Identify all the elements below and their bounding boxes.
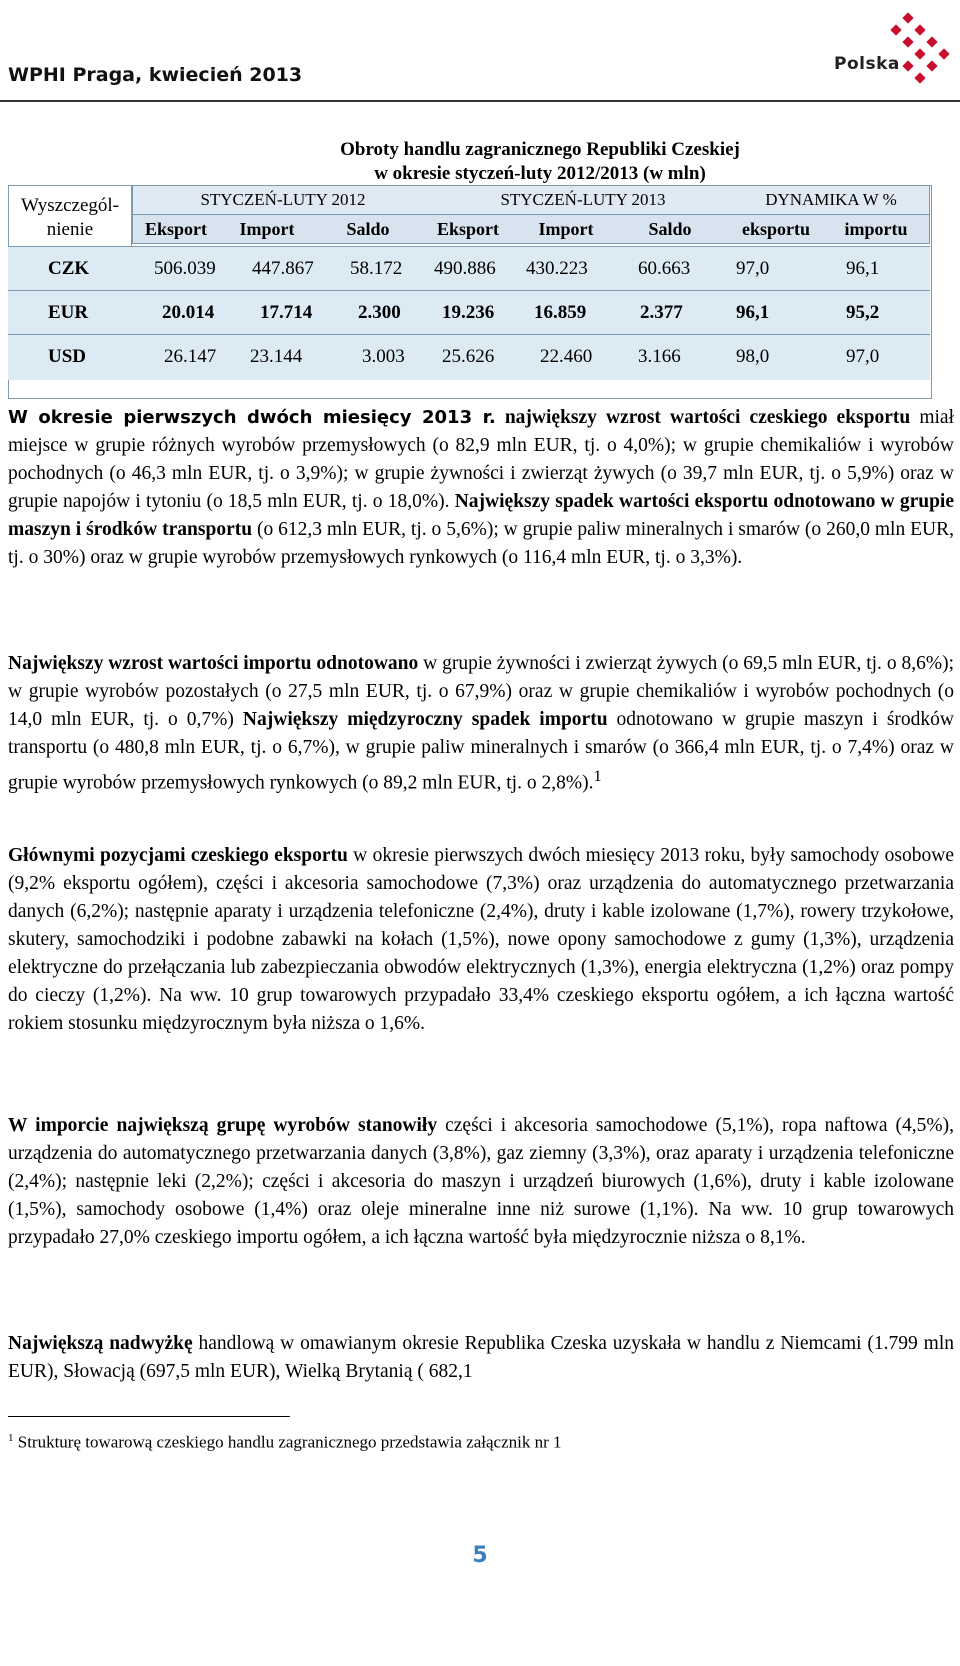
paragraph-import-growth	[8, 650, 954, 798]
table-cell: 3.166	[638, 346, 681, 367]
col-eksport-2012: Eksport	[144, 219, 207, 239]
p2-highlight: Największy wzrost wartości importu odnotowano	[8, 653, 419, 674]
p5-highlight: Największą nadwyżkę	[8, 1333, 193, 1354]
col-eksportu: eksportu	[741, 219, 810, 239]
table-title-line2: w okresie styczeń-luty 2012/2013 (w mln)	[374, 163, 706, 184]
table-cell: 60.663	[638, 258, 691, 279]
group-header-2012: STYCZEŃ-LUTY 2012	[200, 190, 366, 209]
table-row	[8, 246, 930, 292]
footnote	[8, 1432, 562, 1453]
table-cell: 26.147	[164, 346, 217, 367]
footnote-divider	[8, 1416, 290, 1417]
col-saldo-2012: Saldo	[346, 219, 390, 239]
table-title	[150, 138, 930, 186]
footnote-text: Strukturę towarową czeskiego handlu zagranicznego przedstawia załącznik nr 1	[13, 1432, 562, 1452]
p4-text: części i akcesoria samochodowe (5,1%), ropa naftowa (4,5%), urządzenia do automatycznego przetwarzania danych (3,8%), gaz ziemny (3,3%), oraz aparaty i urządzenia telefoniczne (2,4%); następnie leki (2,2%); części i akcesoria do maszyn i urządzeń biurowych (1,6%), druty i kable izolowane (1,5%), samochody osobowe (1,4%) oraz oleje mineralne inne niż surowe (1,1%). Na ww. 10 grup towarowych przypadało 27,0% czeskiego importu ogółem, a ich łączna wartość była międzyrocznie niższa o 8,1%.	[8, 1115, 954, 1248]
group-header-row	[132, 185, 930, 215]
table-cell: 23.144	[250, 346, 303, 367]
p1-text: miał miejsce w grupie różnych wyrobów przemysłowych (o 82,9 mln EUR, tj. o 4,0%); w grupie chemikaliów i wyrobów pochodnych (o 46,3 mln EUR, tj. o 3,9%); w grupie żywności i zwierząt żywych (o 39,7 mln EUR, tj. o 5,9%) oraz w grupie napojów i tytoniu (o 18,5 mln EUR, tj. o 18,0%).	[8, 407, 954, 512]
currency-cell: USD	[48, 346, 87, 367]
label-line1: Wyszczegól-	[20, 195, 120, 216]
p3-highlight: Głównymi pozycjami czeskiego eksportu	[8, 845, 348, 866]
table-cell: 96,1	[846, 258, 880, 279]
currency-cell: EUR	[48, 302, 89, 323]
table-cell: 506.039	[154, 258, 216, 279]
table-cell: 95,2	[846, 302, 880, 323]
table-cell: 490.886	[434, 258, 496, 279]
group-header-2013: STYCZEŃ-LUTY 2013	[500, 190, 666, 209]
page-header	[0, 0, 960, 104]
table-cell: 98,0	[736, 346, 770, 367]
p2-text2: odnotowano w grupie maszyn i środków transportu (o 480,8 mln EUR, tj. o 6,7%), w grupie paliw mineralnych i smarów (o 366,4 mln EUR, tj. o 7,4%) oraz w grupie wyrobów przemysłowych rynkowych (o 89,2 mln EUR, tj. o 2,8%).	[8, 709, 954, 794]
col-import-2013: Import	[538, 219, 594, 239]
table-cell: 2.377	[640, 302, 683, 323]
table-title-line1: Obroty handlu zagranicznego Republiki Czeskiej	[340, 139, 740, 160]
logo-text: Polska	[834, 54, 900, 74]
table-cell: 430.223	[526, 258, 588, 279]
p1-highlight2: Największy spadek wartości eksportu odnotowano w grupie maszyn i środków transportu	[8, 491, 954, 540]
table-cell: 97,0	[736, 258, 770, 279]
header-title: WPHI Praga, kwiecień 2013	[8, 64, 303, 86]
p1-lead: W okresie pierwszych dwóch miesięcy 2013 r.	[8, 407, 496, 428]
p2-text: w grupie żywności i zwierząt żywych (o 69,5 mln EUR, tj. o 8,6%); w grupie wyrobów pozostałych (o 27,5 mln EUR, tj. o 67,9%) oraz w grupie chemikaliów i wyrobów pochodnych (o 14,0 mln EUR, tj. o 0,7%)	[8, 653, 954, 730]
table-cell: 3.003	[362, 346, 405, 367]
page-number: 5	[472, 1543, 488, 1568]
group-header-dynamics: DYNAMIKA W %	[765, 190, 897, 209]
col-importu: importu	[844, 219, 908, 239]
footnote-number: 1	[8, 1432, 14, 1444]
table-row	[8, 334, 930, 380]
header-divider	[0, 100, 960, 102]
table-row	[8, 290, 930, 336]
table-label-cell	[8, 185, 132, 253]
p3-text: w okresie pierwszych dwóch miesięcy 2013 roku, były samochody osobowe (9,2% eksportu ogółem), części i akcesoria samochodowe (7,3%) oraz urządzenia do automatycznego przetwarzania danych (6,2%); następnie aparaty i urządzenia telefoniczne (2,4%), druty i kable izolowane (1,7%), rowery trzykołowe, skutery, samochodziki i podobne zabawki na kołach (1,5%), nowe opony samochodowe z gumy (1,3%), urządzenia elektryczne do przełączania lub zabezpieczania obwodów elektrycznych (1,3%), energia elektryczna (1,2%) oraz pompy do cieczy (1,2%). Na ww. 10 grup towarowych przypadało 33,4% czeskiego eksportu ogółem, a ich łączna wartość rokiem stosunku międzyrocznym była niższa o 1,6%.	[8, 845, 954, 1034]
sub-header-row	[132, 214, 930, 244]
currency-cell: CZK	[48, 258, 90, 279]
table-cell: 22.460	[540, 346, 593, 367]
col-eksport-2013: Eksport	[436, 219, 499, 239]
table-cell: 19.236	[442, 302, 495, 323]
paragraph-main-exports	[8, 842, 954, 1038]
table-cell: 447.867	[252, 258, 314, 279]
p1-text2: (o 612,3 mln EUR, tj. o 5,6%); w grupie paliw mineralnych i smarów (o 260,0 mln EUR, tj. o 30%) oraz w grupie wyrobów przemysłowych rynkowych (o 116,4 mln EUR, tj. o 3,3%).	[8, 519, 954, 568]
paragraph-export-growth	[8, 404, 954, 572]
footnote-ref: 1	[593, 767, 602, 785]
paragraph-surplus	[8, 1330, 954, 1386]
p4-highlight: W imporcie największą grupę wyrobów stanowiły	[8, 1115, 438, 1136]
table-cell: 2.300	[358, 302, 401, 323]
polska-logo	[826, 8, 956, 98]
table-cell: 97,0	[846, 346, 880, 367]
p5-text: handlową w omawianym okresie Republika Czeska uzyskała w handlu z Niemcami (1.799 mln EUR), Słowacją (697,5 mln EUR), Wielką Brytanią ( 682,1	[8, 1333, 954, 1382]
label-line2: nienie	[46, 219, 94, 240]
table-cell: 25.626	[442, 346, 495, 367]
col-saldo-2013: Saldo	[648, 219, 692, 239]
table-cell: 20.014	[162, 302, 215, 323]
p2-highlight2: Największy międzyroczny spadek importu	[242, 709, 608, 730]
table-cell: 16.859	[534, 302, 587, 323]
table-cell: 17.714	[260, 302, 313, 323]
paragraph-main-imports	[8, 1112, 954, 1252]
col-import-2012: Import	[239, 219, 295, 239]
polska-logo-mark	[826, 8, 956, 98]
p1-highlight: największy wzrost wartości czeskiego eksportu	[495, 407, 911, 428]
table-cell: 58.172	[350, 258, 403, 279]
table-cell: 96,1	[736, 302, 770, 323]
